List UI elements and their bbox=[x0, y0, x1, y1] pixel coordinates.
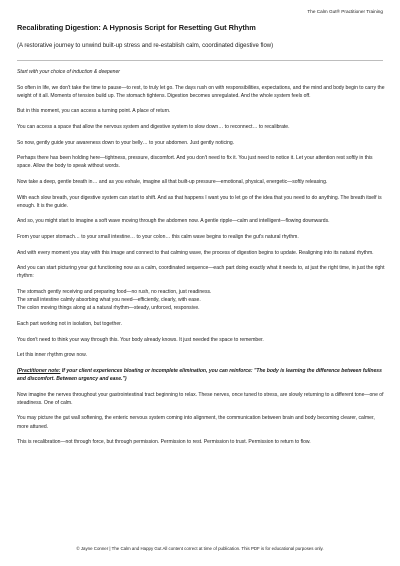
paragraph: You may picture the gut wall softening, the enteric nervous system coming into alignment, the communication between brain and body becoming clearer, calmer, more attuned. bbox=[17, 415, 375, 430]
intro-instruction: Start with your choice of induction & deepener bbox=[17, 69, 120, 75]
paragraph: And with every moment you stay with this image and connect to that calming wave, the process of digestion begins to update. Realigning into its natural rhythm. bbox=[17, 249, 374, 256]
paragraph: With each slow breath, your digestive system can start to shift. And as that happens I want you to let go of the idea that you need to do anything. The breath itself is enough. It is the guide. bbox=[17, 194, 382, 209]
paragraph: But in this moment, you can access a turning point. A place of return. bbox=[17, 108, 171, 115]
list-item: The stomach gently receiving and preparing food—no rush, no reaction, just readiness. bbox=[17, 288, 212, 295]
paragraph: And so, you might start to imagine a soft wave moving through the abdomen now. A gentle ripple—calm and intelligent—flowing downwards. bbox=[17, 218, 330, 225]
paragraph: From your upper stomach… to your small intestine… to your colon… this calm wave begins to realign the gut's natural rhythm. bbox=[17, 233, 299, 240]
paragraph: And you can start picturing your gut functioning now as a calm, coordinated sequence—each part doing exactly what it needs to, at just the right time, in just the right rhythm: bbox=[17, 265, 385, 280]
copyright-footer: © Jayne Conner | The Calm and Happy Gut All content correct at time of publication. This PDF is for educational purposes only. bbox=[76, 546, 324, 551]
brand-header: The Calm Gut® Practitioner Training bbox=[307, 9, 383, 14]
page-title: Recalibrating Digestion: A Hypnosis Script for Resetting Gut Rhythm bbox=[17, 23, 256, 32]
paragraph: So now, gently guide your awareness down to your belly… to your abdomen. Just gently noticing. bbox=[17, 139, 235, 146]
list-item: The colon moving things along at a natural rhythm—steady, unforced, responsive. bbox=[17, 305, 200, 312]
practitioner-note-text: If your client experiences bloating or incomplete elimination, you can reinforce: "The body is learning the difference between fullness and discomfort. Between urgency and ease.") bbox=[17, 367, 382, 382]
paragraph: You don't need to think your way through this. Your body already knows. It just needed the space to remember. bbox=[17, 336, 264, 343]
page-subtitle: (A restorative journey to unwind built-up stress and re-establish calm, coordinated digestive flow) bbox=[17, 43, 274, 49]
script-body bbox=[17, 68, 387, 454]
list-item: The small intestine calmly absorbing what you need—efficiently, clearly, with ease. bbox=[17, 297, 201, 304]
paragraph: Now take a deep, gentle breath in… and as you exhale, imagine all that built-up pressure—emotional, physical, energetic—softly releasing. bbox=[17, 178, 328, 185]
paragraph: Let this inner rhythm grow now. bbox=[17, 352, 87, 359]
paragraph: Perhaps there has been holding here—tightness, pressure, discomfort. And you don't need to fix it. You just need to notice it. Let your attention rest softly in this space. Allow the body to speak without words. bbox=[17, 155, 373, 170]
paragraph: Now imagine the nerves throughout your gastrointestinal tract beginning to relax. These nerves, once tuned to stress, are slowly returning to a different tone—one of steadiness. One of calm. bbox=[17, 391, 384, 406]
paragraph: This is recalibration—not through force, but through permission. Permission to rest. Permission to trust. Permission to return to flow. bbox=[17, 439, 311, 446]
practitioner-note bbox=[17, 367, 387, 383]
paragraph: You can access a space that allow the nervous system and digestive system to slow down… to reconnect… to recalibrate. bbox=[17, 123, 290, 130]
paragraph: So often in life, we don't take the time to pause—to rest, to truly let go. The days rush on with responsibilities, expectations, and the mind and body begin to carry the weight of it all. Moments of tension build up. The stomach tightens. Digestion becomes unregulated. And the whole system feels off. bbox=[17, 84, 385, 99]
practitioner-note-label: (Practitioner note: bbox=[17, 367, 61, 374]
paragraph: Each part working not in isolation, but together. bbox=[17, 320, 122, 327]
header-divider bbox=[17, 60, 383, 61]
